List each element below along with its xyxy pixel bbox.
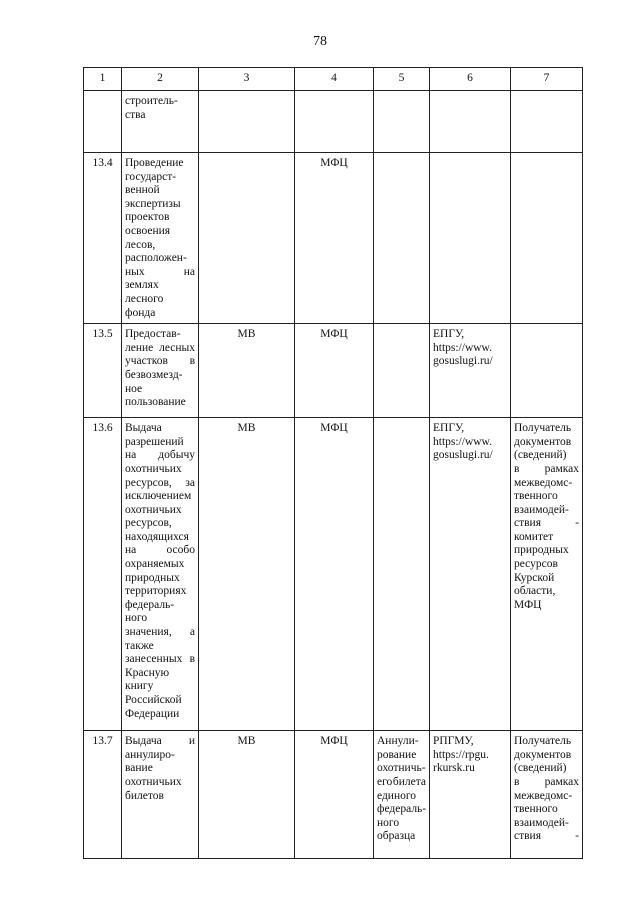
cell-line: ствия - [514, 830, 579, 843]
cell-col7 [511, 324, 583, 418]
service-name [122, 324, 199, 418]
cell-line: РПГМУ, [433, 735, 474, 748]
cell-line: Федерации [125, 707, 180, 720]
column-header-1: 1 [84, 68, 122, 91]
cell-col6 [430, 324, 511, 418]
cell-line: также [125, 639, 154, 652]
cell-line: безвозмезд- [125, 368, 183, 381]
column-header-3: 3 [199, 68, 295, 91]
cell-line: единого [377, 789, 417, 802]
service-name [122, 731, 199, 859]
cell-line: gosuslugi.ru/ [433, 449, 493, 462]
cell-line: Красную [125, 666, 170, 679]
cell-line: https://www. [433, 341, 492, 354]
cell-line: землях [125, 279, 159, 292]
cell-col4: МФЦ [295, 324, 374, 418]
cell-col3: МВ [199, 324, 295, 418]
cell-line: пользование [125, 396, 186, 409]
cell-line: федераль- [377, 803, 427, 816]
cell-line: природных [125, 571, 180, 584]
cell-col5 [374, 731, 430, 859]
cell-col5 [374, 324, 430, 418]
cell-col5 [374, 91, 430, 153]
cell-line: ЕПГУ, [433, 422, 465, 435]
table-row [84, 324, 583, 418]
cell-line: охотничь- [377, 762, 426, 775]
cell-col4: МФЦ [295, 153, 374, 324]
cell-line: Курской [514, 571, 555, 584]
column-header-5: 5 [374, 68, 430, 91]
cell-line: (сведений) [514, 762, 567, 775]
cell-line: исключением [125, 490, 192, 503]
cell-line: фонда [125, 306, 156, 319]
cell-line: освоения [125, 224, 171, 237]
cell-line: билетов [125, 789, 164, 802]
cell-line: федераль- [125, 598, 175, 611]
cell-line: Получатель [514, 422, 572, 435]
service-name [122, 91, 199, 153]
cell-col6 [430, 91, 511, 153]
cell-line: находящихся [125, 530, 189, 543]
column-header-7: 7 [511, 68, 583, 91]
cell-line: значения, а [125, 626, 195, 639]
cell-line: ного [377, 816, 400, 829]
cell-line: занесенных в [125, 653, 195, 666]
cell-col7 [511, 418, 583, 731]
cell-line: охотничьих [125, 775, 182, 788]
cell-line: Выдача [125, 422, 162, 435]
cell-line: ление лесных [125, 341, 195, 354]
cell-line: взаимодей- [514, 816, 569, 829]
cell-line: ства [125, 108, 146, 121]
cell-col6 [430, 418, 511, 731]
row-number [84, 91, 122, 153]
cell-col4 [295, 91, 374, 153]
services-table [83, 67, 583, 859]
cell-line: межведомс- [514, 476, 573, 489]
cell-line: Получатель [514, 735, 572, 748]
service-name [122, 418, 199, 731]
column-header-4: 4 [295, 68, 374, 91]
cell-line: лесного [125, 292, 164, 305]
cell-line: документов [514, 435, 572, 448]
cell-line: rkursk.ru [433, 762, 475, 775]
cell-line: межведомс- [514, 789, 573, 802]
cell-line: твенного [514, 490, 558, 503]
cell-line: документов [514, 748, 572, 761]
cell-col7 [511, 91, 583, 153]
cell-line: Российской [125, 694, 182, 706]
cell-col3 [199, 153, 295, 324]
cell-line: разрешений [125, 435, 184, 448]
row-number: 13.6 [84, 418, 122, 731]
cell-col7 [511, 153, 583, 324]
cell-line: Аннули- [377, 735, 419, 748]
cell-line: охотничьих [125, 503, 182, 516]
cell-line: (сведений) [514, 449, 567, 462]
cell-line: Проведение [125, 157, 184, 169]
cell-line: области, [514, 585, 556, 598]
cell-line: ЕПГУ, [433, 328, 465, 341]
cell-line: образца [377, 830, 416, 843]
cell-col5 [374, 153, 430, 324]
cell-line: венной [125, 184, 160, 197]
cell-line: участков в [125, 355, 195, 368]
cell-line: на добычу [125, 449, 195, 462]
cell-col3: МВ [199, 418, 295, 731]
cell-col4: МФЦ [295, 731, 374, 859]
cell-line: https://rpgu. [433, 748, 489, 761]
cell-line: строитель- [125, 95, 178, 107]
cell-line: ресурсов, [125, 517, 172, 530]
cell-line: ресурсов [514, 558, 558, 571]
cell-line: территориях [125, 585, 187, 598]
cell-col4: МФЦ [295, 418, 374, 731]
cell-col3 [199, 91, 295, 153]
cell-line: охотничьих [125, 462, 182, 475]
cell-line: МФЦ [514, 598, 542, 611]
cell-line: расположен- [125, 252, 187, 265]
row-number: 13.7 [84, 731, 122, 859]
cell-line: проектов [125, 211, 170, 224]
cell-line: Выдача и [125, 735, 195, 748]
cell-line: ное [125, 382, 143, 395]
cell-col6 [430, 153, 511, 324]
cell-line: ного [125, 612, 148, 625]
cell-col6 [430, 731, 511, 859]
column-header-2: 2 [122, 68, 199, 91]
table-row [84, 418, 583, 731]
cell-col3: МВ [199, 731, 295, 859]
cell-line: ствия - [514, 517, 579, 530]
table-row [84, 731, 583, 859]
cell-line: лесов, [125, 238, 156, 251]
table-row [84, 153, 583, 324]
cell-line: https://www. [433, 435, 492, 448]
cell-col7 [511, 731, 583, 859]
cell-line: охраняемых [125, 558, 185, 571]
cell-line: государст- [125, 170, 177, 183]
cell-line: рование [377, 748, 417, 761]
cell-line: твенного [514, 803, 558, 816]
cell-line: взаимодей- [514, 503, 569, 516]
column-header-6: 6 [430, 68, 511, 91]
cell-line: книгу [125, 680, 154, 693]
cell-line: вание [125, 762, 153, 775]
cell-line: его билета [377, 775, 426, 788]
page-number: 78 [313, 34, 327, 49]
cell-line: экспертизы [125, 197, 181, 210]
cell-line: ных на [125, 265, 195, 278]
cell-line: природных [514, 544, 569, 557]
cell-line: ресурсов, за [125, 476, 195, 489]
row-number: 13.5 [84, 324, 122, 418]
cell-line: gosuslugi.ru/ [433, 355, 493, 368]
cell-line: аннулиро- [125, 748, 175, 761]
row-number: 13.4 [84, 153, 122, 324]
cell-line: комитет [514, 530, 554, 543]
cell-line: на особо [125, 544, 195, 557]
table-header-row [84, 68, 583, 91]
cell-col5 [374, 418, 430, 731]
table-row [84, 91, 583, 153]
service-name [122, 153, 199, 324]
cell-line: в рамках [514, 462, 579, 475]
cell-line: в рамках [514, 775, 579, 788]
cell-line: Предостав- [125, 328, 181, 341]
